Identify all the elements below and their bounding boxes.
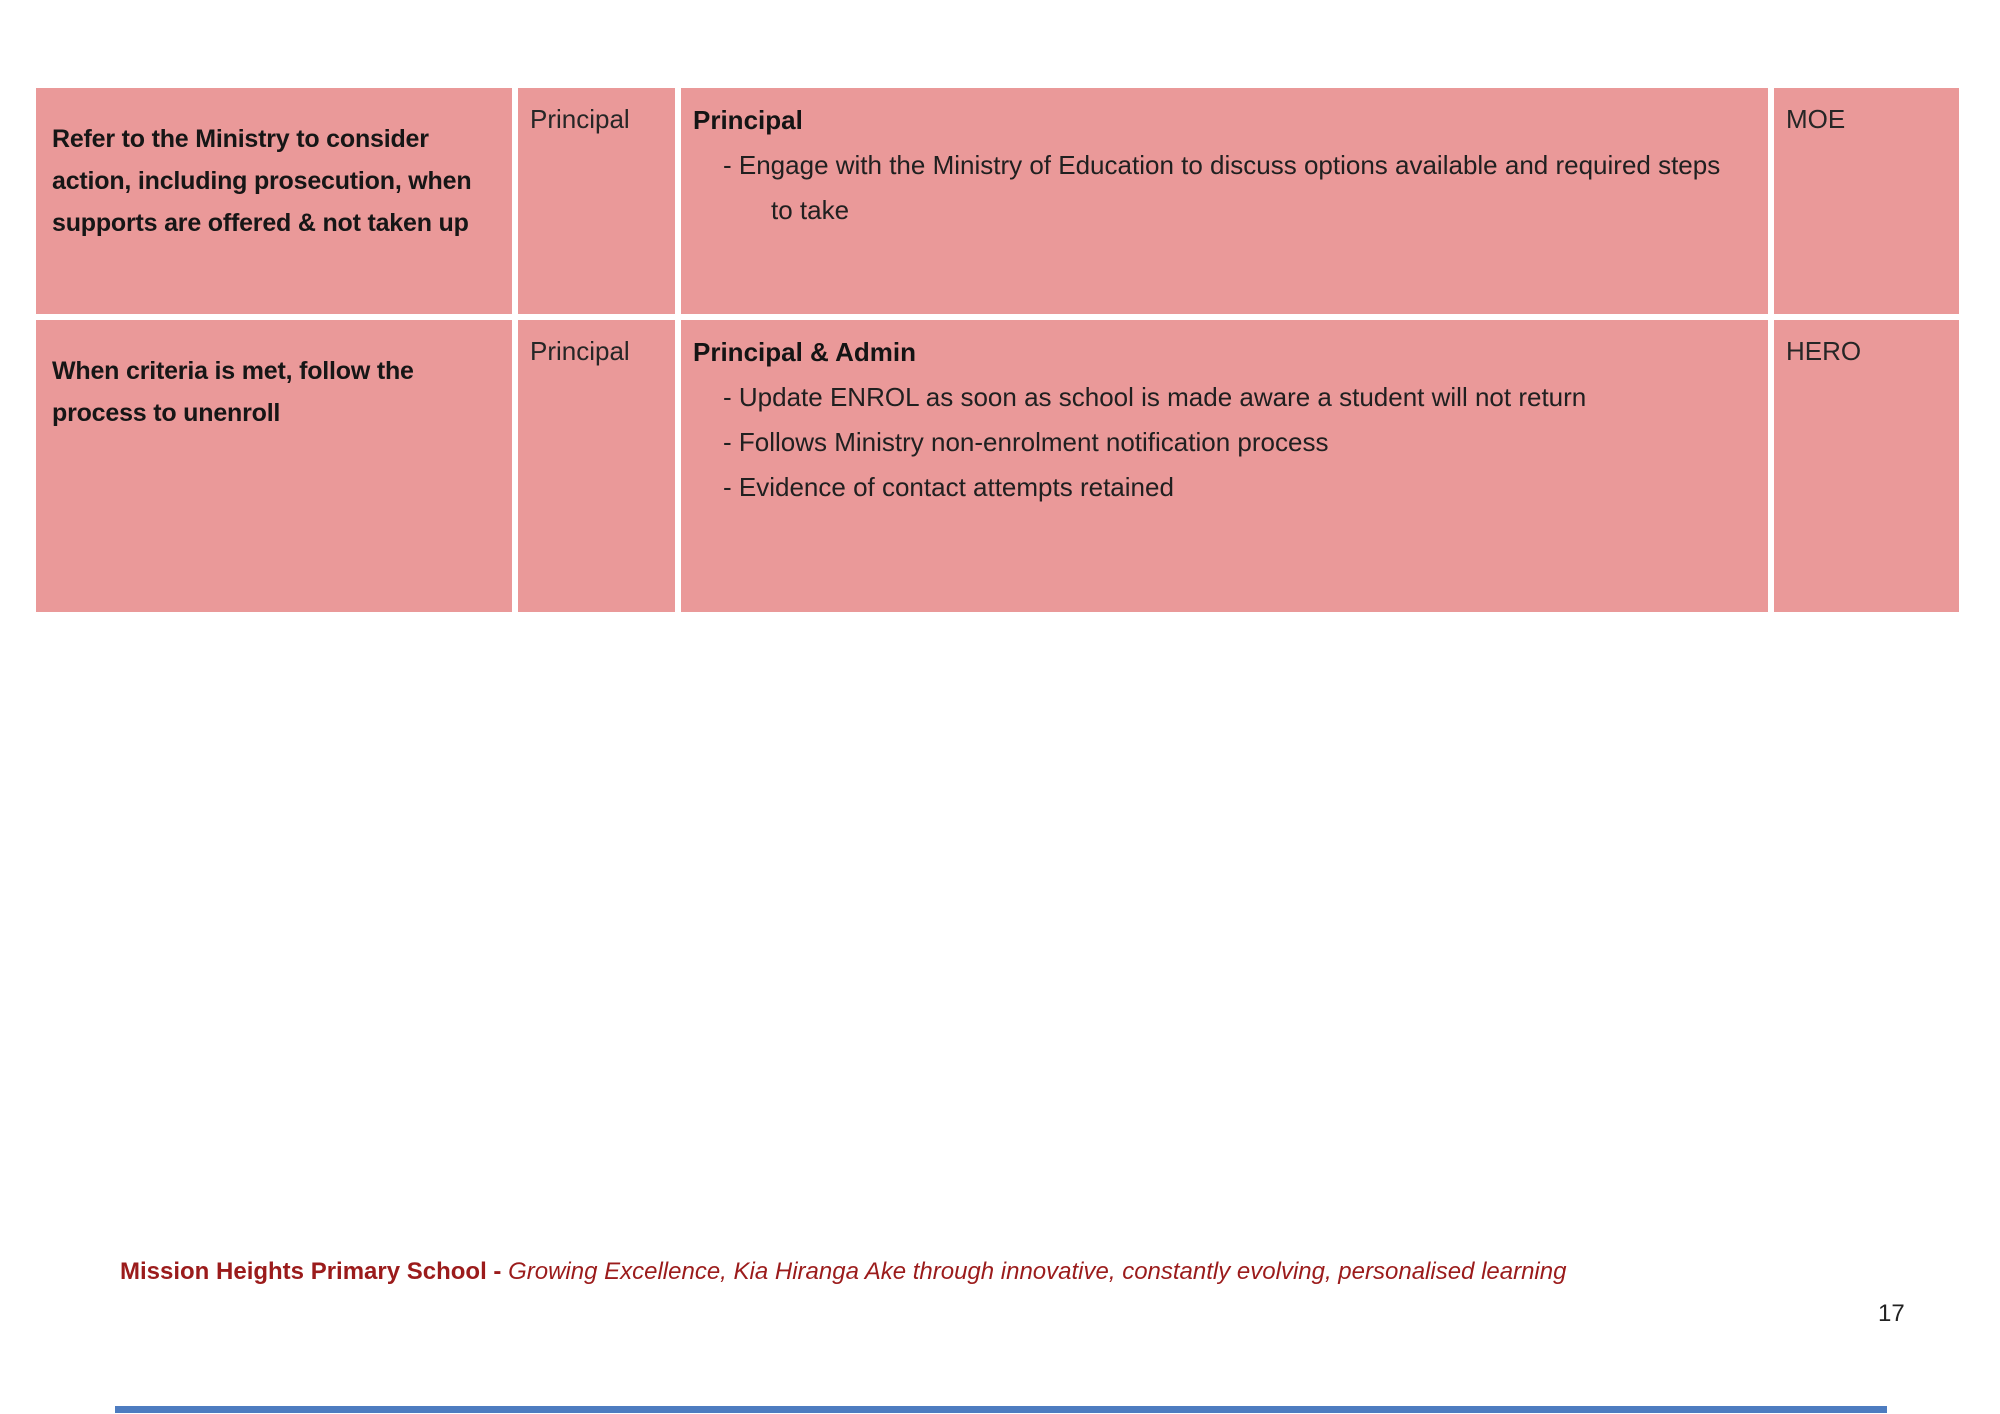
detail-cell (681, 320, 1768, 612)
system-cell (1774, 88, 1959, 314)
system-text: MOE (1786, 104, 1846, 134)
owner-cell (518, 88, 675, 314)
owner-text: Principal (530, 104, 630, 134)
detail-heading: Principal (693, 105, 803, 135)
action-cell (36, 88, 512, 314)
owner-text: Principal (530, 336, 630, 366)
detail-heading: Principal & Admin (693, 337, 916, 367)
detail-item: - Engage with the Ministry of Education to discuss options available and required steps to take (723, 150, 1721, 225)
footer-motto: Growing Excellence, Kia Hiranga Ake through innovative, constantly evolving, personalised learning (508, 1258, 1567, 1285)
bottom-bar (115, 1406, 1887, 1413)
system-cell (1774, 320, 1959, 612)
system-text: HERO (1786, 336, 1862, 366)
owner-cell (518, 320, 675, 612)
detail-item: - Follows Ministry non-enrolment notification process (723, 427, 1329, 457)
detail-list (693, 375, 1738, 510)
action-cell (36, 320, 512, 612)
detail-item: - Update ENROL as soon as school is made aware a student will not return (723, 382, 1587, 412)
footer-school-name: Mission Heights Primary School - (120, 1258, 509, 1285)
detail-item: - Evidence of contact attempts retained (723, 472, 1174, 502)
action-text: When criteria is met, follow the process to unenroll (52, 357, 414, 427)
page-footer (120, 1256, 1880, 1288)
detail-cell (681, 88, 1768, 314)
action-text: Refer to the Ministry to consider action, including prosecution, when supports are offered & not taken up (52, 125, 472, 237)
process-table (36, 88, 1959, 612)
page-number: 17 (1878, 1300, 1905, 1327)
detail-list (693, 143, 1738, 233)
